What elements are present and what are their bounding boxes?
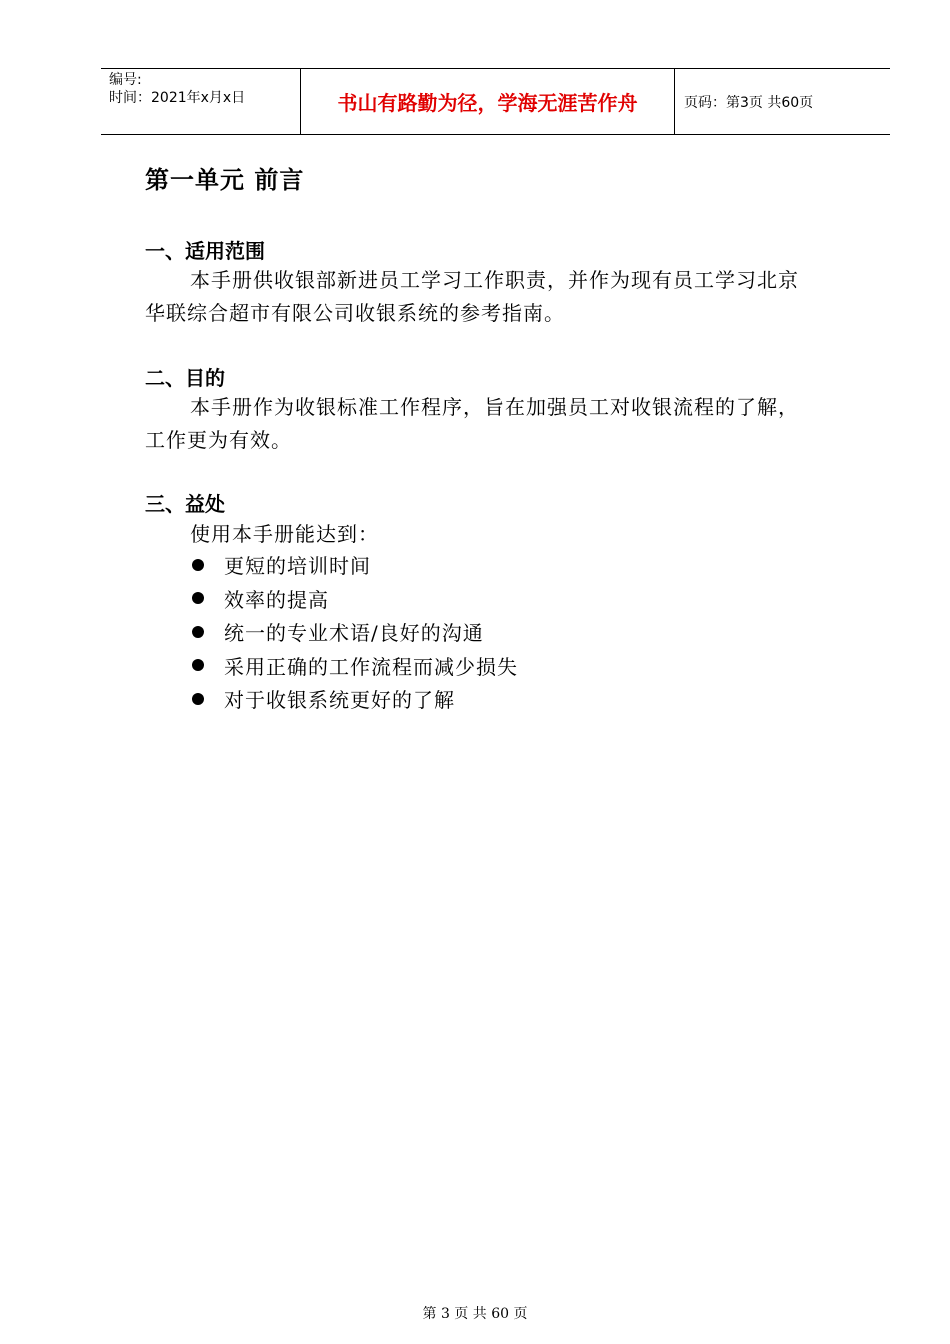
section-heading-purpose: 二、目的: [145, 366, 225, 390]
list-item: 采用正确的工作流程而减少损失: [192, 649, 518, 683]
scope-paragraph-line2: 华联综合超市有限公司收银系统的参考指南。: [145, 301, 565, 325]
purpose-paragraph-line1: 本手册作为收银标准工作程序，旨在加强员工对收银流程的了解，: [190, 395, 799, 419]
section-heading-benefit: 三、益处: [145, 492, 225, 516]
time-label: 时间：2021年x月x日: [109, 90, 246, 106]
benefit-intro: 使用本手册能达到：: [190, 522, 379, 546]
code-label: 编号:: [109, 72, 142, 88]
header-page-number: 页码：第3页 共60页: [684, 94, 814, 111]
list-item: 统一的专业术语/良好的沟通: [192, 615, 518, 649]
header-slogan: 书山有路勤为径，学海无涯苦作舟: [301, 69, 675, 134]
chapter-title: 第一单元 前言: [145, 166, 305, 194]
purpose-paragraph-line2: 工作更为有效。: [145, 428, 292, 452]
list-item: 更短的培训时间: [192, 548, 518, 582]
benefit-list: [192, 548, 518, 716]
bullet-icon: [192, 559, 204, 571]
page-header: [101, 68, 890, 135]
bullet-icon: [192, 592, 204, 604]
list-item: 效率的提高: [192, 582, 518, 616]
header-meta: [101, 69, 301, 134]
bullet-icon: [192, 659, 204, 671]
bullet-icon: [192, 693, 204, 705]
section-heading-scope: 一、适用范围: [145, 239, 265, 263]
bullet-icon: [192, 626, 204, 638]
page-footer: 第 3 页 共 60 页: [422, 1306, 528, 1322]
scope-paragraph-line1: 本手册供收银部新进员工学习工作职责，并作为现有员工学习北京: [190, 268, 799, 292]
list-item: 对于收银系统更好的了解: [192, 682, 518, 716]
